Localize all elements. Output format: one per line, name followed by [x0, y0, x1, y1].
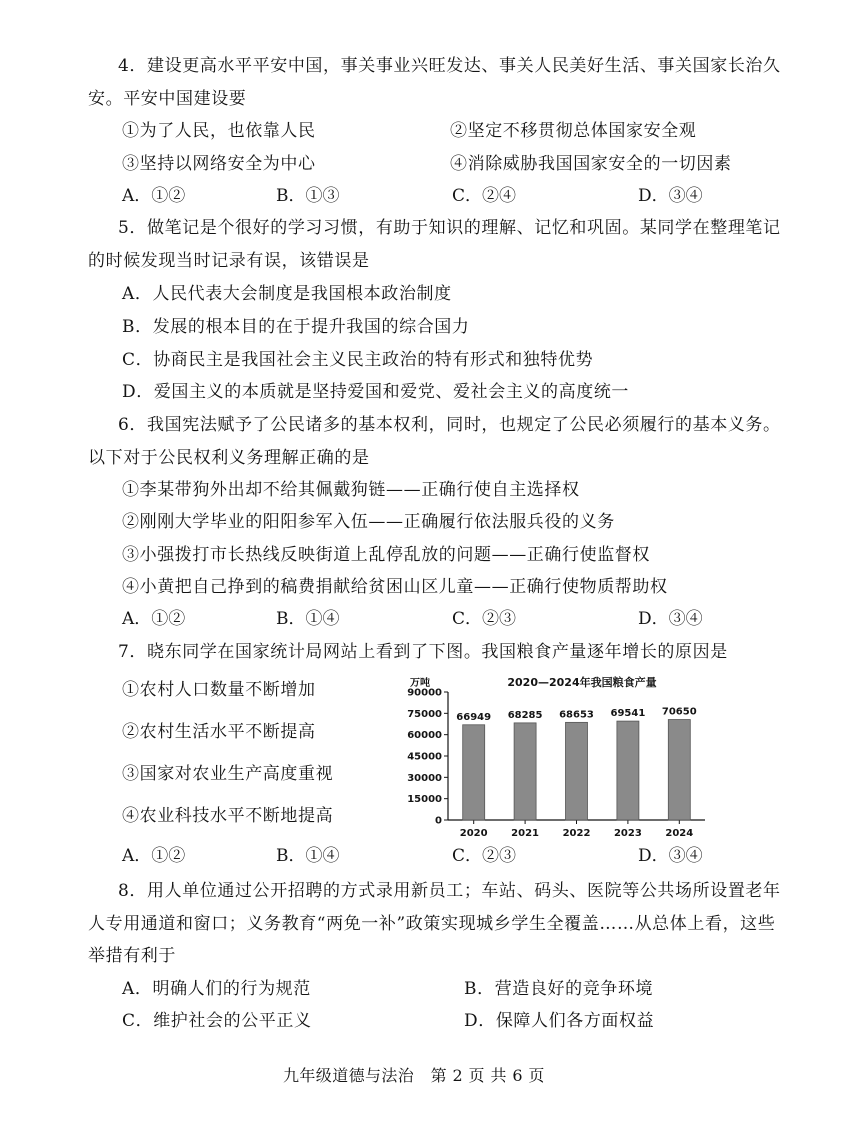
q5-option-a: A．人民代表大会制度是我国根本政治制度: [122, 284, 452, 304]
q7-statement-3: ③国家对农业生产高度重视: [122, 764, 334, 784]
y-axis-unit-label: 万吨: [410, 678, 430, 689]
data-label-2024: 70650: [661, 706, 697, 718]
q8-stem-line2: 人专用通道和窗口；义务教育“两免一补”政策实现城乡学生全覆盖……从总体上看，这些: [88, 914, 776, 934]
q7-option-b: B．①④: [276, 846, 340, 866]
x-tick-label-2020: 2020: [459, 828, 488, 839]
y-tick-label: 75000: [407, 708, 442, 720]
q4-option-a: A．①②: [122, 186, 186, 206]
q4-option-d: D．③④: [638, 186, 703, 206]
x-tick-label-2023: 2023: [613, 828, 642, 839]
chart-title: 2020—2024年我国粮食产量: [507, 676, 657, 689]
y-tick-label: 0: [435, 815, 442, 827]
y-tick-label: 60000: [407, 730, 442, 742]
q4-option-b: B．①③: [276, 186, 340, 206]
page-footer: 九年级道德与法治 第 2 页 共 6 页: [283, 1066, 545, 1085]
q6-stem-line1: 6．我国宪法赋予了公民诸多的基本权利，同时，也规定了公民必须履行的基本义务。: [118, 415, 781, 435]
y-tick-label: 30000: [407, 772, 442, 784]
q6-statement-3: ③小强拨打市长热线反映街道上乱停乱放的问题——正确行使监督权: [122, 545, 650, 565]
q8-option-c: C．维护社会的公平正义: [122, 1011, 312, 1031]
q6-statement-1: ①李某带狗外出却不给其佩戴狗链——正确行使自主选择权: [122, 480, 580, 500]
q4-stem-line2: 安。平安中国建设要: [88, 89, 247, 109]
data-label-2020: 66949: [456, 711, 492, 723]
q6-option-d: D．③④: [638, 609, 703, 629]
y-tick-label: 15000: [407, 794, 442, 806]
q4-statement-4: ④消除威胁我国国家安全的一切因素: [450, 154, 732, 174]
q6-option-a: A．①②: [122, 609, 186, 629]
data-label-2021: 68285: [507, 709, 543, 721]
q6-statement-2: ②刚刚大学毕业的阳阳参军入伍——正确履行依法服兵役的义务: [122, 512, 615, 532]
y-tick-label: 90000: [407, 687, 442, 699]
bar-2024: [668, 720, 690, 820]
q6-option-c: C．②③: [452, 609, 517, 629]
q4-statement-2: ②坚定不移贯彻总体国家安全观: [450, 121, 697, 141]
grain-output-bar-chart: [400, 672, 720, 848]
q4-stem-line1: 4．建设更高水平平安中国，事关事业兴旺发达、事关人民美好生活、事关国家长治久: [118, 56, 781, 76]
data-label-2022: 68653: [559, 709, 594, 721]
q7-option-c: C．②③: [452, 846, 517, 866]
q7-option-d: D．③④: [638, 846, 703, 866]
bar-2023: [617, 721, 639, 820]
q8-stem-line3: 举措有利于: [88, 946, 176, 966]
q5-option-c: C．协商民主是我国社会主义民主政治的特有形式和独特优势: [122, 350, 594, 370]
q5-stem-line2: 的时候发现当时记录有误，该错误是: [88, 251, 370, 271]
q8-stem-line1: 8．用人单位通过公开招聘的方式录用新员工；车站、码头、医院等公共场所设置老年: [118, 881, 781, 901]
q7-statement-4: ④农业科技水平不断地提高: [122, 806, 334, 826]
q7-statement-1: ①农村人口数量不断增加: [122, 680, 316, 700]
q7-option-a: A．①②: [122, 846, 186, 866]
data-label-2023: 69541: [610, 708, 646, 720]
bar-2020: [463, 725, 485, 820]
y-tick-label: 45000: [407, 751, 442, 763]
q8-option-a: A．明确人们的行为规范: [122, 979, 311, 999]
q6-option-b: B．①④: [276, 609, 340, 629]
q6-stem-line2: 以下对于公民权利义务理解正确的是: [88, 448, 370, 468]
x-tick-label-2022: 2022: [562, 828, 591, 839]
q7-statement-2: ②农村生活水平不断提高: [122, 722, 316, 742]
bar-2021: [514, 723, 536, 820]
q5-option-d: D．爱国主义的本质就是坚持爱国和爱党、爱社会主义的高度统一: [122, 382, 630, 402]
q8-option-d: D．保障人们各方面权益: [464, 1011, 655, 1031]
bar-2022: [566, 722, 588, 820]
q4-statement-1: ①为了人民，也依靠人民: [122, 121, 316, 141]
q8-option-b: B．营造良好的竞争环境: [464, 979, 654, 999]
x-tick-label-2021: 2021: [511, 828, 540, 839]
q5-option-b: B．发展的根本目的在于提升我国的综合国力: [122, 317, 470, 337]
q5-stem-line1: 5．做笔记是个很好的学习习惯，有助于知识的理解、记忆和巩固。某同学在整理笔记: [118, 218, 781, 238]
q4-statement-3: ③坚持以网络安全为中心: [122, 154, 316, 174]
x-tick-label-2024: 2024: [665, 828, 694, 839]
q7-stem: 7．晓东同学在国家统计局网站上看到了下图。我国粮食产量逐年增长的原因是: [118, 642, 728, 662]
q4-option-c: C．②④: [452, 186, 517, 206]
q6-statement-4: ④小黄把自己挣到的稿费捐献给贫困山区儿童——正确行使物质帮助权: [122, 577, 668, 597]
